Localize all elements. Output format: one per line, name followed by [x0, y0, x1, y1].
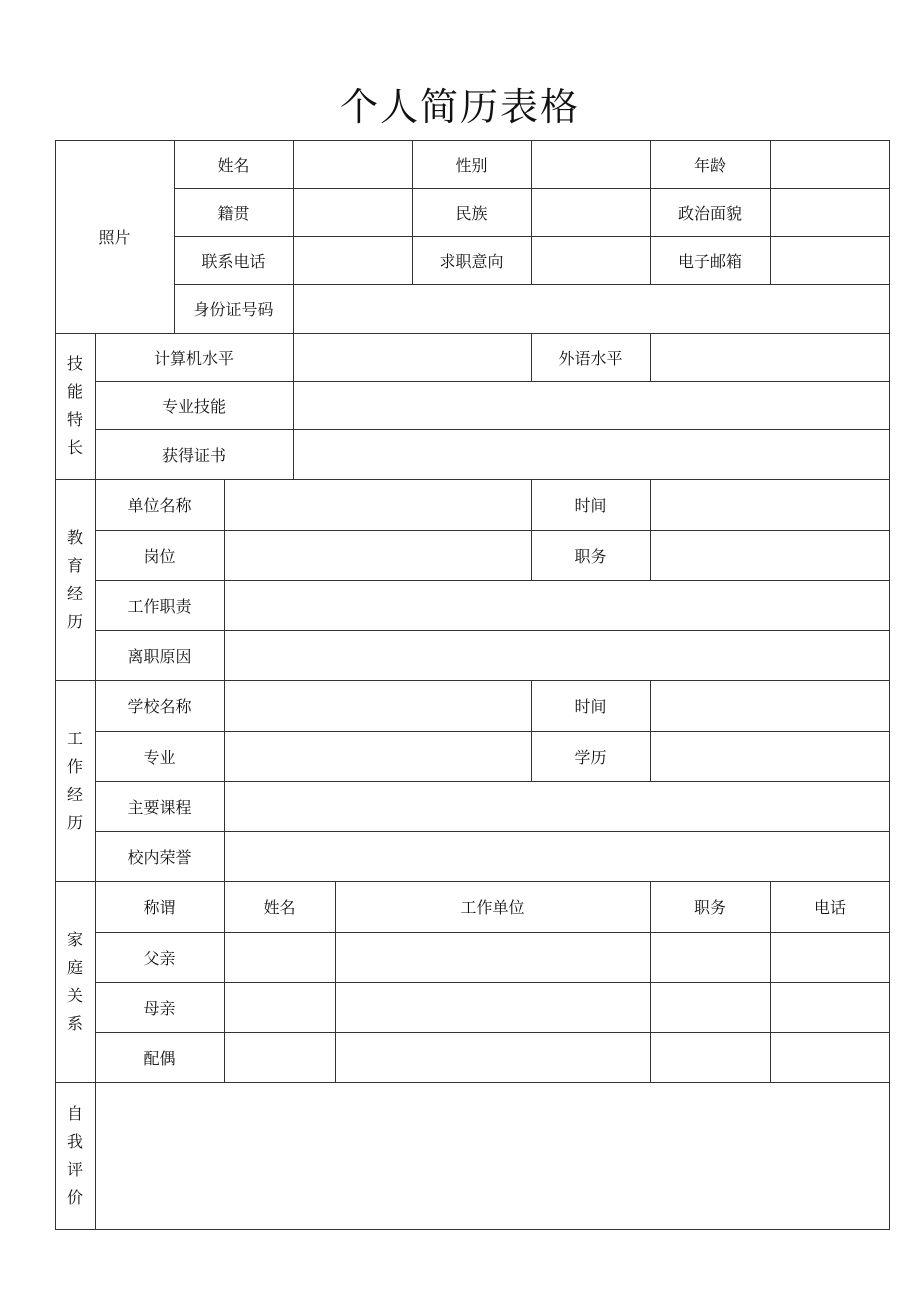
label-language-level: 外语水平: [558, 348, 623, 368]
mother-employer-field[interactable]: [335, 982, 650, 1032]
gender-field[interactable]: [531, 140, 650, 188]
family-header-relation: 称谓: [143, 898, 176, 917]
name-field[interactable]: [293, 140, 412, 188]
political-status-field[interactable]: [770, 188, 890, 236]
label-political-status: 政治面貌: [677, 203, 742, 223]
family-header-phone: 电话: [813, 898, 846, 917]
certificates-field[interactable]: [293, 429, 890, 479]
language-level-field[interactable]: [650, 333, 890, 381]
label-age: 年龄: [693, 155, 726, 175]
school-field[interactable]: [224, 680, 531, 731]
page-title: 个人简历表格: [339, 85, 580, 129]
label-major: 专业: [143, 747, 176, 767]
label-certificates: 获得证书: [161, 445, 226, 465]
spouse-duty-field[interactable]: [650, 1032, 770, 1082]
label-duty: 职务: [574, 546, 607, 566]
spouse-name-field[interactable]: [224, 1032, 335, 1082]
label-position: 岗位: [143, 546, 176, 566]
responsibilities-field[interactable]: [224, 580, 890, 630]
self-evaluation-field[interactable]: [95, 1082, 890, 1230]
label-org-name: 单位名称: [127, 496, 192, 515]
label-professional-skills: 专业技能: [161, 396, 226, 416]
school-time-field[interactable]: [650, 680, 890, 731]
label-degree: 学历: [574, 747, 607, 767]
label-native-place: 籍贯: [217, 203, 250, 223]
spouse-phone-field[interactable]: [770, 1032, 890, 1082]
family-row-father: 父亲: [143, 948, 176, 968]
position-field[interactable]: [224, 530, 531, 580]
id-number-field[interactable]: [293, 284, 890, 333]
label-school-time: 时间: [574, 697, 607, 716]
age-field[interactable]: [770, 140, 890, 188]
org-time-field[interactable]: [650, 479, 890, 530]
label-honors: 校内荣誉: [127, 847, 192, 867]
section-label-work: 工 作 经 历: [66, 728, 83, 832]
major-field[interactable]: [224, 731, 531, 781]
native-place-field[interactable]: [293, 188, 412, 236]
section-label-skills: 技 能 特 长: [66, 354, 83, 457]
family-row-spouse: 配偶: [143, 1048, 176, 1068]
label-phone: 联系电话: [201, 251, 266, 271]
phone-field[interactable]: [293, 236, 412, 284]
father-duty-field[interactable]: [650, 932, 770, 982]
family-header-duty: 职务: [693, 898, 726, 917]
label-job-intention: 求职意向: [439, 251, 504, 271]
computer-level-field[interactable]: [293, 333, 531, 381]
label-courses: 主要课程: [127, 797, 192, 817]
job-intention-field[interactable]: [531, 236, 650, 284]
photo-placeholder[interactable]: 照片: [98, 228, 131, 247]
section-label-family: 家 庭 关 系: [66, 929, 83, 1033]
label-computer-level: 计算机水平: [153, 348, 234, 368]
label-email: 电子邮箱: [677, 251, 742, 271]
label-leave-reason: 离职原因: [127, 646, 192, 666]
email-field[interactable]: [770, 236, 890, 284]
father-employer-field[interactable]: [335, 932, 650, 982]
spouse-employer-field[interactable]: [335, 1032, 650, 1082]
family-header-name: 姓名: [263, 898, 296, 917]
label-org-time: 时间: [574, 496, 607, 515]
label-school: 学校名称: [127, 697, 192, 716]
label-gender: 性别: [455, 155, 488, 175]
honors-field[interactable]: [224, 831, 890, 881]
mother-phone-field[interactable]: [770, 982, 890, 1032]
label-id-number: 身份证号码: [193, 300, 274, 319]
mother-name-field[interactable]: [224, 982, 335, 1032]
section-label-education: 教 育 经 历: [66, 527, 83, 631]
father-phone-field[interactable]: [770, 932, 890, 982]
org-name-field[interactable]: [224, 479, 531, 530]
label-name: 姓名: [217, 155, 250, 175]
ethnicity-field[interactable]: [531, 188, 650, 236]
family-header-employer: 工作单位: [460, 898, 525, 917]
mother-duty-field[interactable]: [650, 982, 770, 1032]
family-row-mother: 母亲: [143, 998, 176, 1018]
resume-form-table: [55, 140, 890, 1230]
courses-field[interactable]: [224, 781, 890, 831]
section-label-self-evaluation: 自 我 评 价: [66, 1104, 83, 1207]
father-name-field[interactable]: [224, 932, 335, 982]
leave-reason-field[interactable]: [224, 630, 890, 680]
degree-field[interactable]: [650, 731, 890, 781]
label-responsibilities: 工作职责: [127, 596, 192, 616]
label-ethnicity: 民族: [455, 203, 488, 223]
professional-skills-field[interactable]: [293, 381, 890, 429]
duty-field[interactable]: [650, 530, 890, 580]
